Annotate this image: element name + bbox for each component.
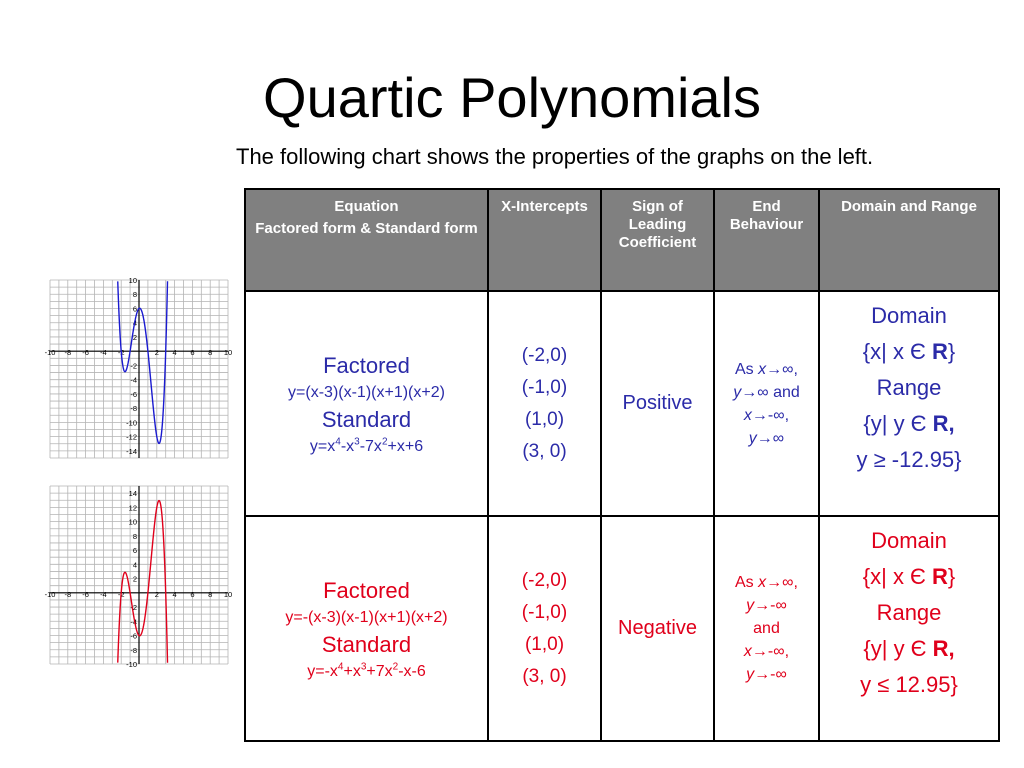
standard-label: Standard [321, 406, 412, 432]
intercept-value: (1,0) [524, 633, 565, 655]
graph-positive-quartic [44, 276, 234, 462]
header-end-behaviour: End Behaviour [714, 189, 819, 291]
x-tick-label: 6 [190, 589, 195, 599]
domain-range-cell [819, 516, 999, 741]
sign-cell: Negative [601, 516, 714, 741]
y-tick-label: 8 [132, 290, 137, 300]
y-tick-label: 8 [132, 531, 137, 541]
x-tick-label: 10 [223, 348, 233, 358]
properties-table [244, 188, 1000, 742]
standard-equation: $y=x^4-x^3-7x^2+x+6$ [309, 436, 424, 455]
equation-cell [245, 291, 488, 516]
y-tick-label: -8 [130, 645, 137, 655]
y-tick-label: 10 [128, 517, 137, 527]
y-tick-label: -14 [126, 446, 137, 456]
end-behaviour-cell: As x→∞, y→∞ and x→-∞, y→∞ [714, 291, 819, 516]
end-behaviour-cell: As x→∞, y→-∞ and x→-∞, y→-∞ [714, 516, 819, 741]
x-tick-label: -6 [82, 589, 89, 599]
y-tick-label: -4 [130, 617, 137, 627]
intercept-value: (1,0) [524, 408, 565, 430]
intercept-value: (-1,0) [521, 376, 568, 398]
y-tick-label: 6 [132, 304, 137, 314]
standard-label: Standard [321, 631, 412, 657]
equation-cell [245, 516, 488, 741]
graph-negative-quartic-svg [44, 482, 234, 668]
x-tick-label: -6 [82, 348, 89, 358]
y-tick-label: 4 [132, 560, 137, 570]
y-tick-label: 12 [128, 503, 137, 513]
y-tick-label: -8 [130, 404, 137, 414]
x-tick-label: -10 [44, 348, 56, 358]
range-condition: y ≥ -12.95} [856, 447, 962, 472]
header-equation-line1: Equation [334, 198, 399, 215]
range-label: Range [876, 600, 942, 625]
y-tick-label: -6 [130, 389, 137, 399]
header-equation [245, 189, 488, 291]
slide-title: Quartic Polynomials [263, 66, 761, 129]
range-label: Range [876, 375, 942, 400]
x-tick-label: -4 [100, 348, 107, 358]
slide-subtitle: The following chart shows the properties of the graphs on the left. [236, 144, 874, 169]
domain-set: {x| x Є R} [862, 339, 956, 364]
y-tick-label: -10 [126, 660, 137, 668]
intercept-value: (-2,0) [521, 344, 568, 366]
x-tick-label: 6 [190, 348, 195, 358]
range-condition: y ≤ 12.95} [860, 672, 958, 697]
y-tick-label: 2 [132, 574, 137, 584]
factored-label: Factored [323, 352, 410, 378]
factored-equation: y=(x-3)(x-1)(x+1)(x+2) [288, 383, 445, 401]
y-tick-label: 6 [132, 546, 137, 556]
domain-set: {x| x Є R} [862, 564, 956, 589]
domain-label: Domain [871, 303, 947, 328]
y-tick-label: 14 [128, 489, 137, 499]
x-tick-label: -4 [100, 589, 107, 599]
header-domain-range: Domain and Range [819, 189, 999, 291]
intercept-value: (-1,0) [521, 601, 568, 623]
range-set: {y| y Є R, [863, 636, 955, 661]
y-tick-label: -2 [130, 361, 137, 371]
y-tick-label: -6 [130, 631, 137, 641]
y-tick-label: -12 [126, 432, 137, 442]
y-tick-label: 10 [128, 276, 137, 285]
factored-equation: y=-(x-3)(x-1)(x+1)(x+2) [285, 608, 448, 626]
table-row [245, 291, 999, 516]
graph-positive-quartic-svg [44, 276, 234, 462]
function-curve [118, 501, 168, 663]
header-x-intercepts: X-Intercepts [488, 189, 601, 291]
table-row [245, 516, 999, 741]
range-set: {y| y Є R, [863, 411, 955, 436]
x-tick-label: 2 [154, 589, 159, 599]
x-tick-label: 10 [223, 589, 233, 599]
y-tick-label: -10 [126, 418, 137, 428]
x-tick-label: -8 [64, 348, 72, 358]
x-tick-label: 8 [208, 348, 213, 358]
x-tick-label: -2 [117, 589, 125, 599]
intercept-value: (3, 0) [522, 665, 567, 687]
x-tick-label: -8 [64, 589, 72, 599]
x-intercepts-cell [488, 516, 601, 741]
x-tick-label: 8 [208, 589, 213, 599]
y-tick-label: 4 [132, 318, 137, 328]
header-sign: Sign of Leading Coefficient [601, 189, 714, 291]
intercept-value: (3, 0) [522, 440, 567, 462]
sign-cell: Positive [601, 291, 714, 516]
x-tick-label: -10 [44, 589, 56, 599]
x-tick-label: 4 [172, 348, 177, 358]
domain-label: Domain [871, 528, 947, 553]
y-tick-label: 2 [132, 332, 137, 342]
factored-label: Factored [323, 577, 410, 603]
intercept-value: (-2,0) [521, 569, 568, 591]
domain-range-cell [819, 291, 999, 516]
graph-negative-quartic [44, 482, 234, 668]
y-tick-label: -4 [130, 375, 137, 385]
x-tick-label: -2 [117, 348, 125, 358]
x-tick-label: 4 [172, 589, 177, 599]
y-tick-label: -2 [130, 603, 137, 613]
table-header-row [245, 189, 999, 291]
x-intercepts-cell [488, 291, 601, 516]
x-tick-label: 2 [154, 348, 159, 358]
standard-equation: $y=-x^4+x^3+7x^2-x-6$ [307, 661, 426, 680]
header-equation-line2: Factored form & Standard form [255, 220, 478, 237]
